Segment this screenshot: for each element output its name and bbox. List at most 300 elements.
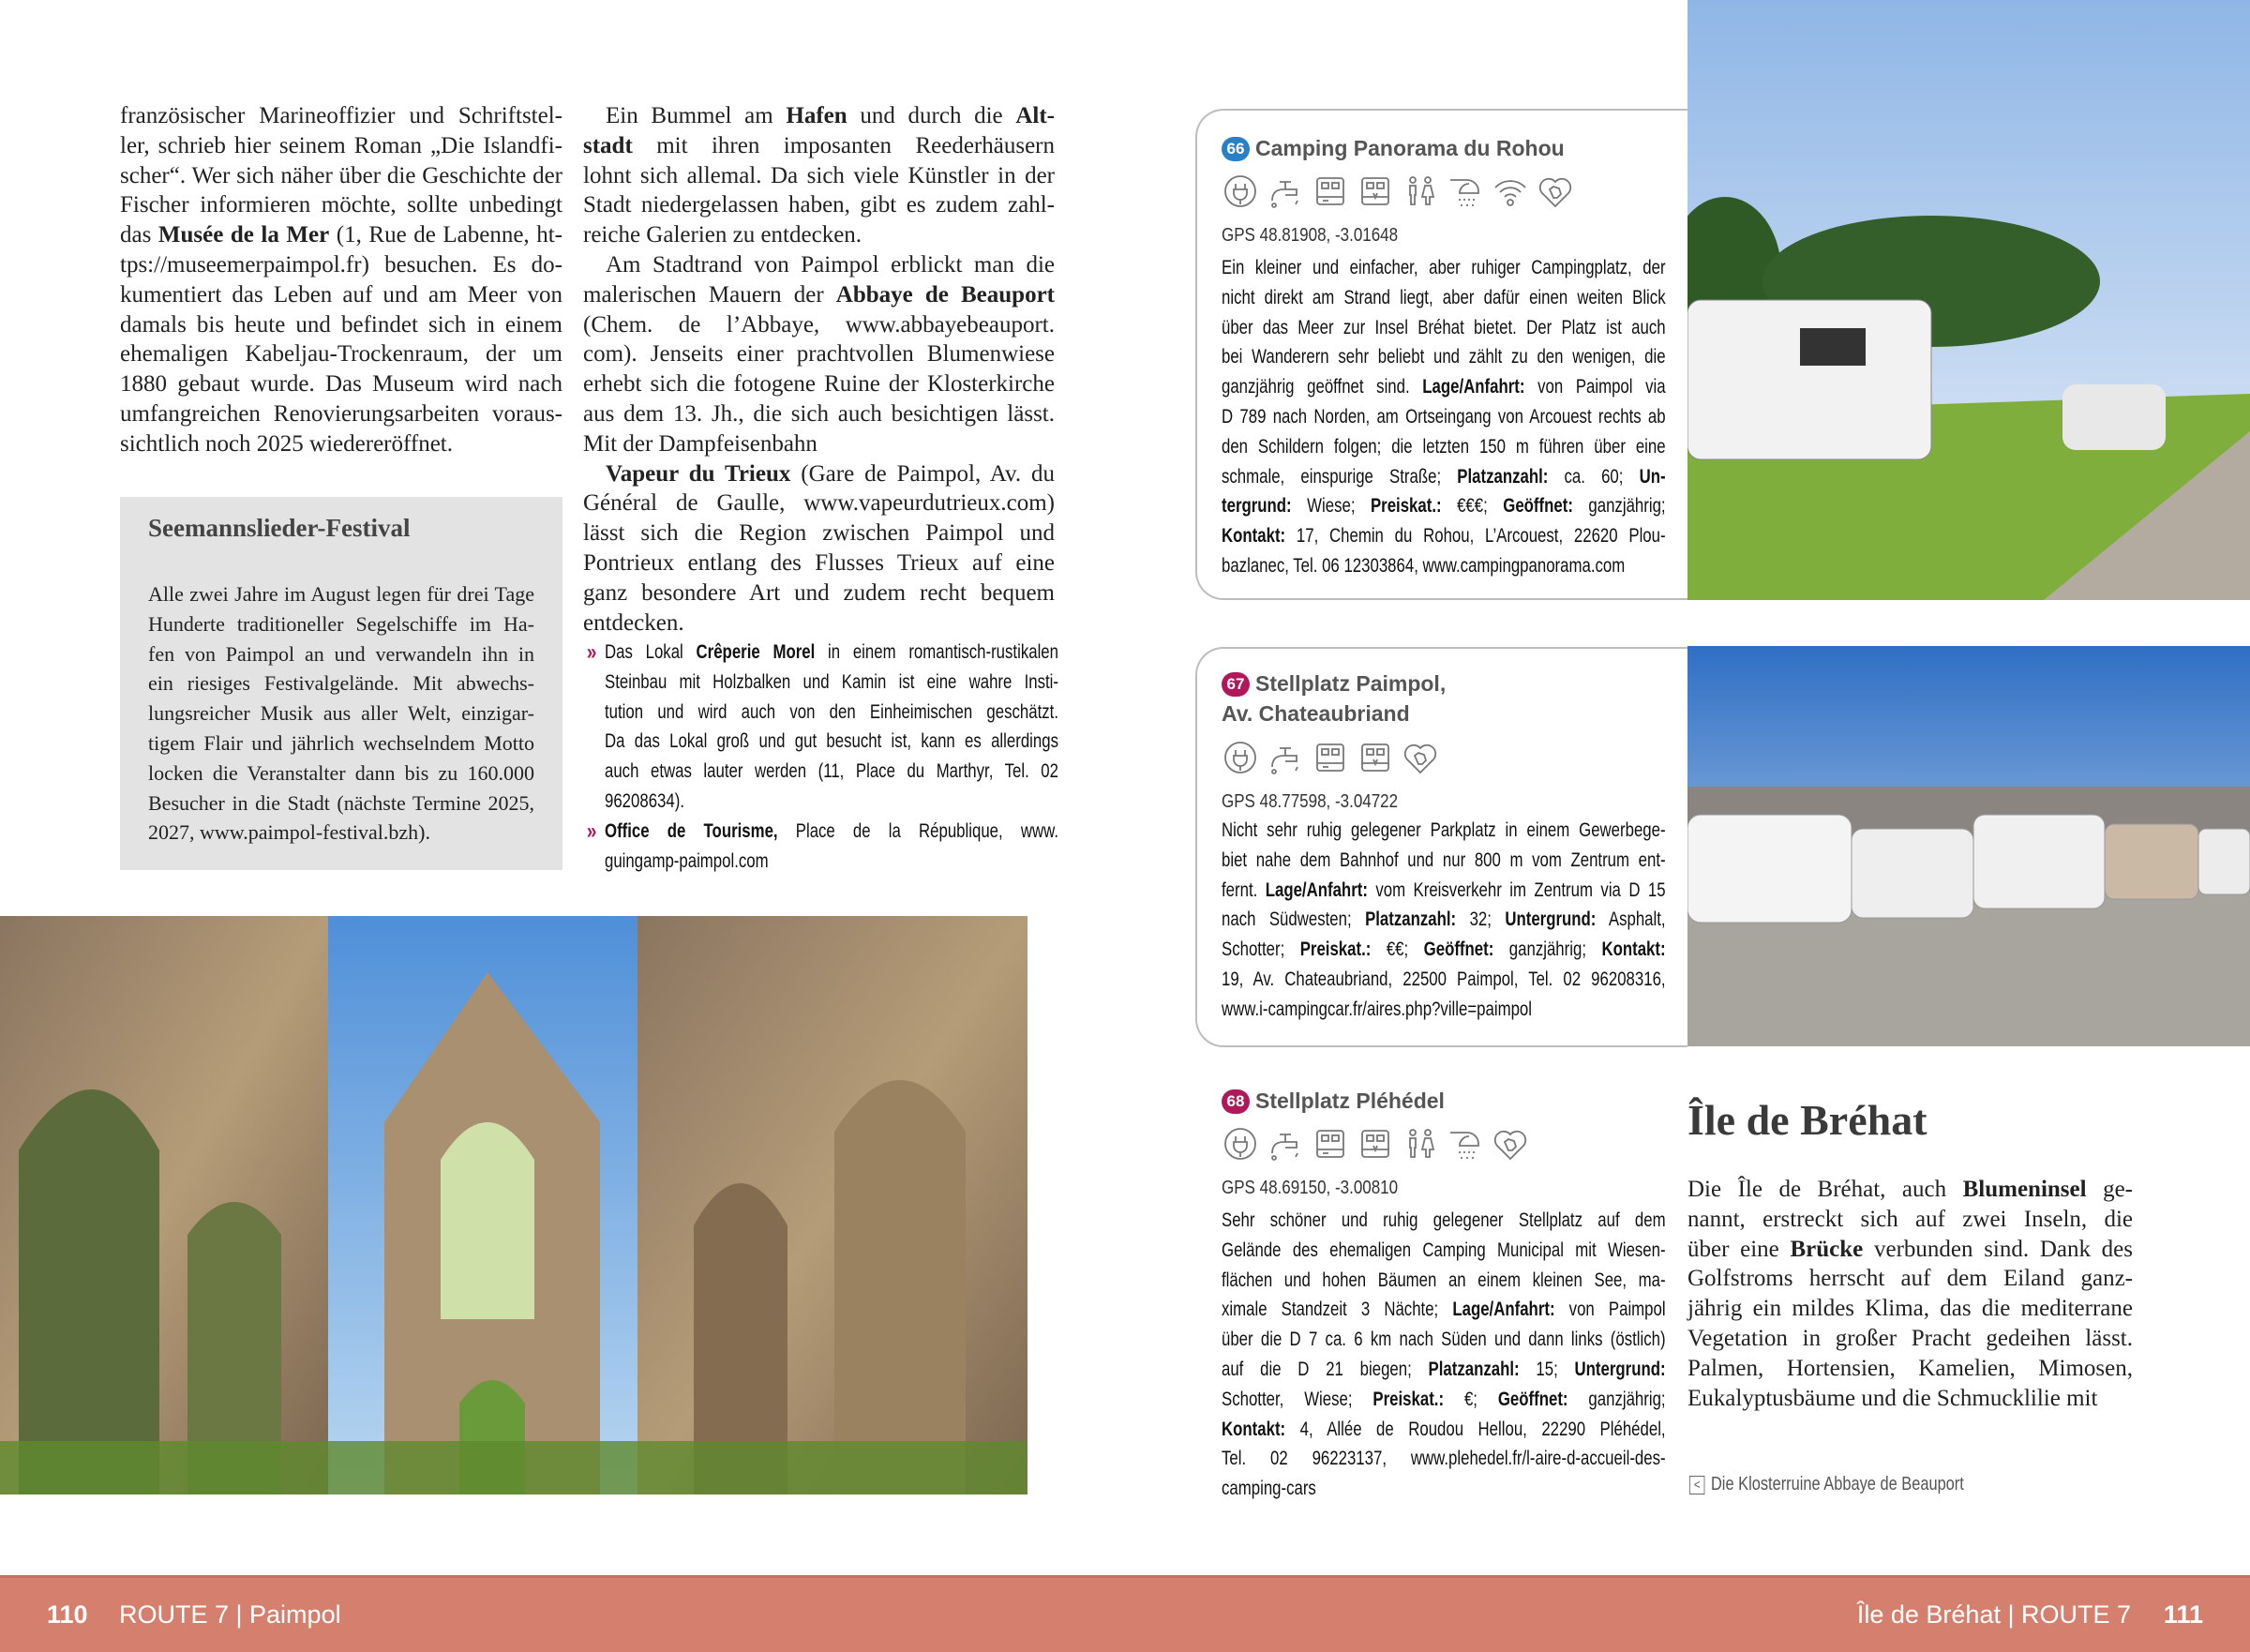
grass	[0, 1441, 1028, 1494]
dogs-allowed-icon	[1537, 173, 1574, 210]
text-line	[1222, 283, 1666, 313]
text-segment: Alle zwei Jahre im August legen für drei Tage	[148, 582, 534, 606]
window-arch	[441, 1122, 534, 1319]
tip-bullet-icon: »	[586, 639, 597, 665]
text-line	[1222, 1325, 1666, 1355]
text-line	[120, 310, 562, 340]
text-line	[583, 250, 1055, 280]
campsite-66-photo	[1688, 0, 2250, 600]
bold-term: Kontakt:	[1222, 1418, 1286, 1440]
text-line	[583, 578, 1055, 608]
text-segment: Schotter, Wiese;	[1222, 1388, 1373, 1410]
text-segment: ca. 60;	[1548, 465, 1640, 488]
abbey-ruin-photo	[0, 916, 1028, 1494]
grey-water-disposal-icon	[1312, 739, 1349, 776]
text-segment: locken die Veranstalter dann bis zu 160.000	[148, 760, 534, 785]
text-line	[1222, 372, 1666, 402]
text-segment: nannt, erstreckt sich auf zwei Inseln, die	[1688, 1206, 2133, 1232]
text-line	[605, 668, 1058, 698]
paragraph	[148, 579, 534, 848]
arrow-left-icon: <	[1689, 1476, 1704, 1494]
left-running-head: ROUTE 7 | Paimpol	[119, 1600, 341, 1629]
text-segment: bei Wanderern sehr beliebt und zählt zu den wenigen, die	[1222, 346, 1666, 368]
text-segment: 32;	[1456, 909, 1506, 931]
text-segment: Pontrieux entlang des Flusses Trieux auf eine	[583, 549, 1055, 576]
left-column-text	[120, 101, 562, 459]
text-segment: (Gare de Paimpol, Av. du	[790, 460, 1055, 487]
text-segment: www.i-campingcar.fr/aires.php?ville=paimpol	[1222, 998, 1533, 1020]
text-line	[583, 429, 1055, 459]
text-segment: Nicht sehr ruhig gelegener Parkplatz in einem Gewerbege-	[1222, 819, 1666, 841]
text-segment: ehemaligen Kabeljau-Trockenraum, der um	[120, 341, 562, 368]
section-heading-ile-de-brehat: Île de Bréhat	[1688, 1096, 1928, 1144]
text-line	[1222, 935, 1666, 965]
bold-term: Crêperie Morel	[696, 641, 816, 663]
text-segment: Mit der Dampfeisenbahn	[583, 430, 818, 457]
text-segment: tution und wird auch von den Einheimischen geschätzt.	[605, 700, 1058, 723]
text-segment: 96208634).	[605, 789, 685, 812]
text-segment: französischer Marineoffizier und Schriftstel-	[120, 103, 562, 128]
campsite-title	[1222, 668, 1446, 728]
text-segment: Stadt niedergelassen haben, gibt es zudem zahl-	[583, 192, 1055, 218]
text-line	[1688, 1324, 2133, 1354]
text-segment: com). Jenseits einer prachtvollen Blumenwiese	[583, 341, 1055, 368]
campsite-number-badge: 67	[1222, 672, 1250, 697]
bold-term: Platzanzahl:	[1457, 465, 1549, 488]
text-line	[1222, 905, 1666, 935]
text-segment: Place de la République, www.	[777, 819, 1058, 842]
text-line	[1222, 1236, 1666, 1266]
motorhome	[1688, 815, 1852, 923]
paragraph	[605, 638, 1058, 817]
campsite-title	[1222, 1086, 1445, 1116]
text-segment: biet nahe dem Bahnhof und nur 800 m vom Zentrum ent-	[1222, 849, 1666, 871]
text-segment: Ein kleiner und einfacher, aber ruhiger Campingplatz, der	[1222, 257, 1666, 278]
tip-item	[586, 638, 1058, 817]
shower-icon	[1447, 1125, 1484, 1163]
text-line	[1222, 816, 1666, 846]
text-segment: scher“. Wer sich näher über die Geschichte der	[120, 162, 562, 188]
text-segment: über das Meer zur Insel Bréhat bietet. Der Platz ist auch	[1222, 316, 1666, 338]
text-segment: ein riesiges Festivalgelände. Mit abwechs-	[148, 671, 534, 696]
campsite-description	[1222, 253, 1666, 581]
text-line	[1222, 1444, 1666, 1474]
amenity-icons	[1222, 173, 1574, 210]
text-line	[148, 698, 534, 728]
paragraph	[1222, 1206, 1666, 1504]
motorhome	[1852, 829, 1973, 918]
text-line	[120, 101, 562, 131]
text-segment: auf die D 21 biegen;	[1222, 1358, 1429, 1380]
text-segment: ximale Standzeit 3 Nächte;	[1222, 1299, 1453, 1321]
text-segment: das	[120, 222, 158, 248]
text-segment: nicht direkt am Strand liegt, aber dafür einen weiten Blick	[1222, 286, 1666, 308]
text-line	[583, 131, 1055, 161]
text-segment: in einem romantisch-rustikalen	[815, 641, 1058, 663]
brehat-text	[1688, 1175, 2133, 1413]
text-segment: auch etwas lauter werden (11, Place du Marthyr, Tel. 02	[605, 760, 1058, 783]
chemical-toilet-disposal-icon	[1357, 739, 1394, 776]
paragraph	[605, 817, 1058, 877]
text-segment: Besucher in die Stadt (nächste Termine 2025,	[148, 790, 534, 815]
text-line	[605, 757, 1058, 787]
info-box-body	[148, 579, 534, 848]
text-line	[1222, 1206, 1666, 1236]
campsite-title	[1222, 133, 1565, 163]
text-line	[1688, 1354, 2133, 1384]
text-line	[120, 131, 562, 161]
text-line	[120, 190, 562, 220]
bold-term: Kontakt:	[1222, 525, 1286, 548]
bold-term: Lage/Anfahrt:	[1452, 1299, 1555, 1321]
text-line	[583, 310, 1055, 340]
motorhome	[2105, 824, 2198, 899]
bold-term: Blumeninsel	[1962, 1177, 2087, 1202]
text-line	[1222, 846, 1666, 876]
text-line	[1222, 462, 1666, 492]
text-line	[583, 399, 1055, 429]
text-line	[1688, 1175, 2133, 1205]
left-page-number: 110	[47, 1600, 88, 1629]
text-line	[1222, 313, 1666, 343]
motorhome	[2198, 829, 2250, 894]
text-segment: €;	[1444, 1388, 1498, 1410]
text-line	[1222, 551, 1666, 581]
text-line	[1222, 521, 1666, 551]
text-segment: von Paimpol via	[1524, 376, 1666, 398]
text-line	[148, 668, 534, 698]
caption-text: Die Klosterruine Abbaye de Beauport	[1710, 1474, 1964, 1494]
text-segment: guingamp-paimpol.com	[605, 849, 769, 872]
text-segment: den Schildern folgen; die letzten 150 m führen über eine	[1222, 435, 1666, 458]
power-plug-icon	[1222, 739, 1259, 776]
water-tap-icon	[1267, 173, 1304, 210]
text-line	[605, 817, 1058, 847]
text-segment: €€;	[1371, 939, 1424, 961]
power-plug-icon	[1222, 173, 1259, 210]
paragraph	[1222, 253, 1666, 581]
bold-term: Musée de la Mer	[158, 222, 330, 248]
bold-term: Preiskat.:	[1372, 1388, 1445, 1410]
text-line	[1222, 1355, 1666, 1385]
text-line	[583, 518, 1055, 548]
text-segment: lungsreicher Musik aus aller Welt, einzigar-	[148, 701, 534, 726]
campsite-name: Stellplatz Paimpol,	[1255, 671, 1447, 696]
text-segment: Palmen, Hortensien, Kamelien, Mimosen,	[1688, 1355, 2133, 1381]
bold-term: Untergrund:	[1505, 909, 1597, 931]
text-segment: ganz besondere Art und zudem recht bequem	[583, 579, 1055, 606]
text-line	[120, 399, 562, 429]
text-line	[148, 818, 534, 848]
bold-term: Geöffnet:	[1423, 939, 1494, 961]
paragraph	[120, 101, 562, 459]
text-line	[1222, 253, 1666, 283]
campsite-description	[1222, 816, 1666, 1025]
text-segment: kumentiert das Leben auf und am Meer von	[120, 281, 562, 308]
bold-term: stadt	[583, 132, 633, 158]
bold-term: Hafen	[786, 103, 848, 128]
text-line	[120, 429, 562, 459]
text-segment: von Paimpol	[1554, 1299, 1666, 1321]
text-segment: mit ihren imposanten Reederhäusern	[632, 132, 1055, 158]
left-arch-1	[19, 1089, 159, 1494]
text-segment: Am Stadtrand von Paimpol erblickt man die	[606, 251, 1055, 278]
text-line	[583, 459, 1055, 489]
text-segment: tps://museemerpaimpol.fr) besuchen. Es do-	[120, 251, 562, 278]
bold-term: Platzanzahl:	[1365, 909, 1457, 931]
text-line	[120, 220, 562, 250]
text-line	[583, 101, 1055, 131]
text-segment: verbunden sind. Dank des	[1863, 1236, 2134, 1262]
right-page-number: 111	[2163, 1600, 2203, 1629]
text-line	[583, 220, 1055, 250]
campsite-description	[1222, 1206, 1666, 1504]
text-segment: umfangreichen Renovierungsarbeiten voraus-	[120, 400, 562, 427]
text-line	[148, 639, 534, 669]
text-segment: 15;	[1519, 1358, 1575, 1380]
text-segment: Hunderte traditioneller Segelschiffe im Ha-	[148, 611, 534, 636]
text-segment: Sehr schöner und ruhig gelegener Stellplatz auf dem	[1222, 1209, 1666, 1231]
bold-term: Lage/Anfahrt:	[1422, 376, 1525, 398]
text-line	[583, 548, 1055, 578]
campsite-title-line	[1222, 1086, 1445, 1116]
toilets-icon	[1402, 173, 1439, 210]
text-segment: flächen und hohen Bäumen an einem kleinen See, ma-	[1222, 1269, 1666, 1291]
text-line	[583, 339, 1055, 369]
text-line	[148, 579, 534, 609]
text-segment: nach Südwesten;	[1222, 909, 1366, 931]
grey-water-disposal-icon	[1312, 1125, 1349, 1163]
text-line	[148, 758, 534, 788]
text-line	[1222, 491, 1666, 521]
paragraph	[583, 250, 1055, 459]
text-line	[605, 727, 1058, 757]
text-line	[1222, 342, 1666, 372]
text-segment: Das Lokal	[605, 641, 697, 663]
text-segment: Schotter;	[1222, 939, 1300, 961]
text-segment: Fischer informieren möchte, sollte unbedingt	[120, 192, 562, 218]
amenity-icons	[1222, 1125, 1529, 1163]
campsite-name: Av. Chateaubriand	[1222, 701, 1410, 726]
gps-coordinates: GPS 48.81908, -3.01648	[1222, 225, 1399, 246]
bold-term: Abbaye de Beauport	[835, 281, 1055, 308]
bold-term: Geöffnet:	[1503, 495, 1573, 518]
text-segment: ganzjährig;	[1568, 1388, 1666, 1410]
text-segment: (Chem. de l’Abbaye, www.abbayebeauport.	[583, 311, 1055, 338]
paragraph	[583, 459, 1055, 638]
bold-term: Preiskat.:	[1370, 495, 1442, 518]
text-segment: 4, Allée de Roudou Hellou, 22290 Pléhédel,	[1285, 1418, 1666, 1440]
text-segment: 1880 gebaut wurde. Das Museum wird nach	[120, 371, 562, 398]
text-segment: erhebt sich die fotogene Ruine der Klosterkirche	[583, 371, 1055, 398]
bold-term: Untergrund:	[1574, 1358, 1666, 1380]
motorhome-window	[1800, 328, 1866, 366]
page-footer	[0, 1575, 2250, 1652]
campsite-67-photo	[1688, 646, 2250, 1046]
text-segment: über eine	[1688, 1236, 1791, 1262]
campsite-title-line	[1222, 133, 1565, 163]
paragraph	[1222, 816, 1666, 1025]
text-line	[1222, 1415, 1666, 1445]
gps-coordinates: GPS 48.69150, -3.00810	[1222, 1178, 1399, 1198]
chemical-toilet-disposal-icon	[1357, 1125, 1394, 1163]
text-line	[605, 847, 1058, 877]
text-segment: Tel. 02 96223137, www.plehedel.fr/l-aire-d-accueil-des-	[1222, 1448, 1666, 1470]
text-line	[605, 638, 1058, 668]
text-segment: Vegetation in großer Pracht gedeihen lässt.	[1688, 1325, 2133, 1351]
bold-term: Vapeur du Trieux	[606, 460, 791, 487]
text-segment: fernt.	[1222, 879, 1266, 901]
text-line	[583, 488, 1055, 518]
text-line	[1688, 1264, 2133, 1294]
text-line	[605, 698, 1058, 728]
text-segment: und durch die	[847, 103, 1016, 128]
motorhome	[1973, 815, 2105, 909]
text-segment: lässt sich die Region zwischen Paimpol und	[583, 520, 1055, 547]
text-segment: camping-cars	[1222, 1478, 1316, 1500]
tip-bullet-icon: »	[586, 818, 597, 844]
info-box-title: Seemannslieder-Festival	[148, 514, 411, 542]
text-segment: bazlanec, Tel. 06 12303864, www.campingpanorama.com	[1222, 554, 1626, 577]
tips-list	[586, 638, 1172, 876]
text-line	[1688, 1235, 2133, 1265]
campsite-number-badge: 68	[1222, 1089, 1250, 1114]
text-segment: Gelände des ehemaligen Camping Municipal mit Wiesen-	[1222, 1239, 1666, 1261]
text-segment: 17, Chemin du Rohou, L’Arcouest, 22620 Plou-	[1285, 525, 1666, 548]
text-segment: reiche Galerien zu entdecken.	[583, 222, 862, 248]
text-segment: ge-	[2086, 1177, 2134, 1202]
text-segment: aus dem 13. Jh., die sich auch besichtigen lässt.	[583, 400, 1055, 427]
dogs-allowed-icon	[1402, 739, 1439, 776]
bold-term: Lage/Anfahrt:	[1265, 879, 1368, 901]
text-segment: jährig ein mildes Klima, das die mediterrane	[1688, 1296, 2133, 1322]
bold-term: Office de Tourisme,	[605, 819, 778, 842]
paragraph	[1688, 1175, 2133, 1413]
text-line	[1222, 1295, 1666, 1325]
bold-term: Geöffnet:	[1497, 1388, 1568, 1410]
text-line	[583, 161, 1055, 191]
text-segment: Eukalyptusbäume und die Schmucklilie mit	[1688, 1385, 2098, 1411]
shower-icon	[1447, 173, 1484, 210]
text-segment: malerischen Mauern der	[583, 281, 836, 308]
text-segment: fen von Paimpol an und verwandeln ihn in	[148, 641, 534, 666]
text-segment: 2027, www.paimpol-festival.bzh).	[148, 820, 431, 845]
campsite-name: Stellplatz Pléhédel	[1255, 1089, 1445, 1113]
bold-term: Alt-	[1015, 103, 1055, 128]
bold-term: Preiskat.:	[1299, 939, 1372, 961]
text-line	[1222, 402, 1666, 432]
text-segment: (1, Rue de Labenne, ht-	[329, 222, 563, 248]
water-tap-icon	[1267, 739, 1304, 776]
text-segment: lohnt sich allemal. Da sich viele Künstler in der	[583, 162, 1055, 188]
text-segment: 19, Av. Chateaubriand, 22500 Paimpol, Tel. 02 96208316,	[1222, 968, 1666, 990]
tip-item	[586, 817, 1058, 877]
grey-water-disposal-icon	[1312, 173, 1349, 210]
campsite-title-line	[1222, 668, 1446, 698]
bold-term: Un-	[1639, 465, 1666, 488]
text-segment: Golfstroms herrscht auf dem Eiland ganz-	[1688, 1266, 2133, 1292]
text-segment: ganzjährig;	[1493, 939, 1602, 961]
bold-term: Platzanzahl:	[1428, 1358, 1520, 1380]
toilets-icon	[1402, 1125, 1439, 1163]
campsite-name: Camping Panorama du Rohou	[1255, 136, 1565, 160]
text-segment: ganzjährig geöffnet sind.	[1222, 376, 1423, 398]
text-line	[148, 609, 534, 639]
text-segment: ganzjährig;	[1572, 495, 1666, 518]
text-line	[583, 608, 1055, 638]
text-line	[583, 190, 1055, 220]
dogs-allowed-icon	[1492, 1125, 1529, 1163]
text-line	[120, 339, 562, 369]
text-segment: Die Île de Bréhat, auch	[1688, 1177, 1963, 1202]
text-line	[120, 369, 562, 399]
gps-coordinates: GPS 48.77598, -3.04722	[1222, 791, 1399, 812]
text-segment: über die D 7 ca. 6 km nach Süden und dann links (östlich)	[1222, 1329, 1666, 1351]
text-line	[583, 369, 1055, 399]
text-line	[1222, 432, 1666, 462]
text-segment: schmale, einspurige Straße;	[1222, 465, 1458, 488]
text-line	[1222, 995, 1666, 1025]
text-line	[120, 280, 562, 310]
right-arch-1	[834, 1080, 966, 1494]
bold-term: tergrund:	[1222, 495, 1292, 518]
wifi-icon	[1492, 173, 1529, 210]
text-segment: Wiese;	[1291, 495, 1371, 518]
text-line	[583, 280, 1055, 310]
car	[2062, 384, 2166, 450]
text-line	[120, 250, 562, 280]
text-segment: D 789 nach Norden, am Ortseingang von Arcouest rechts ab	[1222, 405, 1666, 428]
chemical-toilet-disposal-icon	[1357, 173, 1394, 210]
text-segment: damals bis heute und befindet sich in einem	[120, 311, 562, 338]
text-line	[148, 728, 534, 758]
text-segment: Da das Lokal groß und gut besucht ist, kann es allerdings	[605, 730, 1058, 753]
paragraph	[583, 101, 1055, 250]
text-segment: Ein Bummel am	[606, 103, 787, 128]
middle-column-text	[583, 101, 1055, 638]
text-line	[148, 788, 534, 818]
right-running-head: Île de Bréhat | ROUTE 7	[1856, 1600, 2131, 1629]
campsite-number-badge: 66	[1222, 137, 1250, 161]
text-segment: Général de Gaulle, www.vapeurdutrieux.com)	[583, 490, 1055, 517]
text-line	[1222, 965, 1666, 995]
amenity-icons	[1222, 739, 1439, 776]
text-line	[1688, 1384, 2133, 1414]
text-segment: sichtlich noch 2025 wiedereröffnet.	[120, 430, 453, 457]
bold-term: Kontakt:	[1601, 939, 1666, 961]
motorhome	[1688, 300, 1931, 459]
text-line	[1688, 1294, 2133, 1324]
text-segment: entdecken.	[583, 609, 684, 636]
text-line	[1222, 1474, 1666, 1504]
text-segment: ler, schrieb hier seinem Roman „Die Islandfi-	[120, 132, 562, 158]
text-line	[1222, 1385, 1666, 1415]
water-tap-icon	[1267, 1125, 1304, 1163]
bold-term: Brücke	[1790, 1236, 1864, 1262]
text-segment: vom Kreisverkehr im Zentrum via D 15	[1367, 879, 1666, 901]
text-line	[1222, 876, 1666, 906]
text-segment: Asphalt,	[1596, 909, 1666, 931]
power-plug-icon	[1222, 1125, 1259, 1163]
text-line	[605, 787, 1058, 817]
text-line	[1688, 1205, 2133, 1235]
text-line	[1222, 1266, 1666, 1296]
campsite-title-line	[1222, 698, 1446, 728]
text-segment: €€€;	[1441, 495, 1504, 518]
photo-caption	[1689, 1474, 1964, 1495]
text-segment: tigem Flair und jährlich wechselndem Motto	[148, 730, 534, 755]
text-line	[120, 161, 562, 191]
